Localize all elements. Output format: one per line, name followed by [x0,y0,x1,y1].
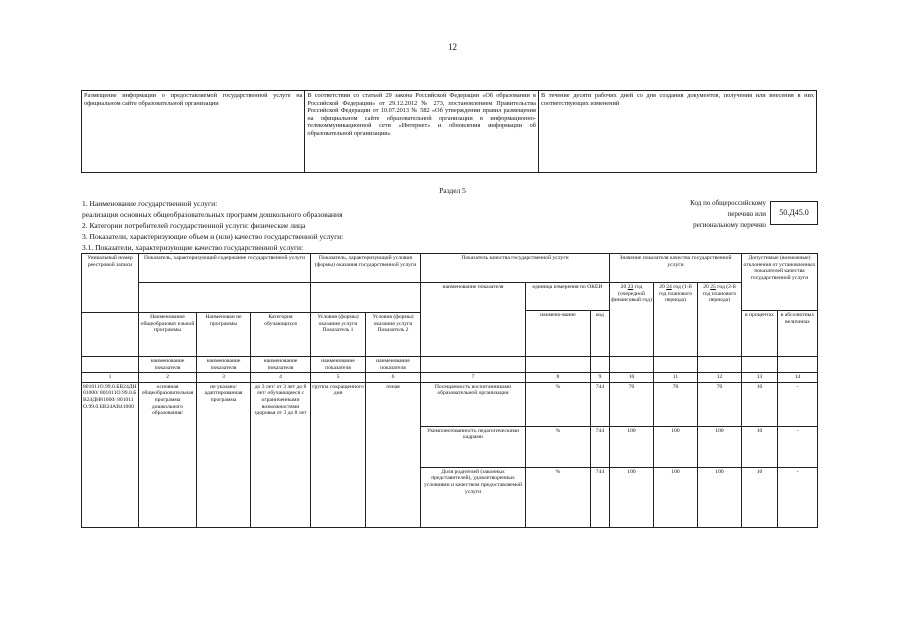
code-label-2: перечню или [727,210,766,218]
deviation-absolute: - [778,467,818,527]
indicators-heading: 3. Показатели, характеризующие объем и (или) качество государственной услуги: [82,232,344,241]
form-2-value: очная [366,382,421,527]
th-form-2: Условия (формы) оказания услуги Показатель 2 [366,313,421,357]
unit-name: % [526,426,591,467]
value-year-2: 100 [654,467,698,527]
th-unit-name: наимено-вание [526,311,591,357]
deviation-absolute: - [778,382,818,426]
th-unit: единица измерения по ОКЕИ [526,283,610,311]
th-year-2: 20 24 год (1-й год планового периода) [654,283,698,357]
th-absolute: в абсолютных величинах [778,311,818,357]
program-type: не указано/ адаптированная программа [197,382,251,527]
unit-code: 744 [590,467,609,527]
value-year-2: 70 [654,382,698,426]
program-name: основная общеобразовательная программа дошкольного образования/ [139,382,197,527]
th-unique-number: Уникальный номер реестровой записи [82,254,139,313]
deviation-percent: 10 [742,426,778,467]
th-nm-3: наименование показателя [251,357,311,373]
th-nm-5: наименование показателя [366,357,421,373]
value-year-3: 100 [698,467,742,527]
th-category: Категория обучающихся [251,313,311,357]
code-label-1: Код по общероссийскому [690,199,766,207]
column-numbers-row: 1 2 3 4 5 6 7 8 9 10 11 12 13 14 [82,373,818,383]
th-content: Показатель, характеризующий содержание государственной услуги [139,254,311,283]
unit-code: 744 [590,382,609,426]
legal-basis-cell: В соответствии со статьей 29 закона Российской Федерации «Об образовании в Российской Федерации» от 29.12.2012 № 273, постановлением Правительства Российской Федерации от 10.07.2013 № 582 «Об утверждении правил размещения на официальном сайте образовательной организации в информационно-телекоммуникационной сети «Интернет» и обновления информации об образовательной организации» [305,91,539,173]
service-name-value: реализация основных общеобразовательных программ дошкольного образования [82,210,343,219]
th-percent: в процентах [742,311,778,357]
consumer-category: 2. Категории потребителей государственной услуги: физические лица [82,221,306,230]
indicator-name: Доля родителей (законных представителей), удовлетворенных условиями и качеством предоставляемой услуги [421,467,526,527]
unit-code: 744 [590,426,609,467]
value-year-2: 100 [654,426,698,467]
th-indicator-name: наименование показателя [421,283,526,357]
deviation-percent: 10 [742,382,778,426]
info-placement-table [81,90,817,173]
th-form-1: Условия (формы) оказания услуги Показатель 1 [311,313,366,357]
th-program-name: Наименование общеобразоват ельной программы [139,313,197,357]
section-title: Раздел 5 [439,186,466,195]
th-program: Наименован не программы [197,313,251,357]
info-placement-cell: Размещение информации о предоставляемой государственной услуге на официальном сайте образовательной организации [82,91,305,173]
th-unit-code: код [590,311,609,357]
value-year-3: 100 [698,426,742,467]
th-deviation: Допустимые (возможные) отклонения от установленных показателей качества государственной услуги [742,254,818,311]
unit-name: % [526,467,591,527]
update-frequency-cell: В течение десяти рабочих дней со дня создания документов, получения или внесения в них соответствующих изменений [538,91,816,173]
th-nm-4: наименование показателя [311,357,366,373]
th-values: Значение показателя качества государственной услуги [610,254,742,283]
unit-name: % [526,382,591,426]
service-name-label: 1. Наименование государственной услуги: [82,199,218,208]
code-label-3: региональному перечню [693,221,766,229]
quality-indicators-table [81,253,818,528]
th-year-3: 20 25 год (2-й год планового периода) [698,283,742,357]
deviation-absolute: - [778,426,818,467]
indicator-name: Посещаемость воспитанниками образовательной организации [421,382,526,426]
th-conditions: Показатель, характеризующий условия (формы) оказания государственной услуги [311,254,421,283]
student-category: до 3 лет/ от 3 лет до 8 лет/ обучающиеся с ограниченными возможностями здоровья от 3 до 8 лет [251,382,311,527]
value-year-1: 100 [610,426,654,467]
deviation-percent: 10 [742,467,778,527]
indicator-name: Укомплектованность педагогическими кадрами [421,426,526,467]
page-number: 12 [448,42,457,52]
registry-code-box: 50.Д45.0 [770,201,818,225]
table-row [82,382,818,426]
th-quality: Показатель качества государственной услуги [421,254,610,283]
quality-indicators-heading: 3.1. Показатели, характеризующие качество государственной услуги: [82,243,304,252]
th-year-1: 20 23 год (очередной финансовый год) [610,283,654,357]
form-1-value: группа сокращенного дня [311,382,366,527]
value-year-1: 100 [610,467,654,527]
th-nm-2: наименование показателя [197,357,251,373]
th-nm-1: наименование показателя [139,357,197,373]
value-year-1: 70 [610,382,654,426]
value-year-3: 70 [698,382,742,426]
registry-codes: 801011О.99.0.БВ24ДН01000/ 801011О.99.0.БВ24ДН81000/ 801011О.99.0.БВ24АВ41000 [82,382,139,527]
